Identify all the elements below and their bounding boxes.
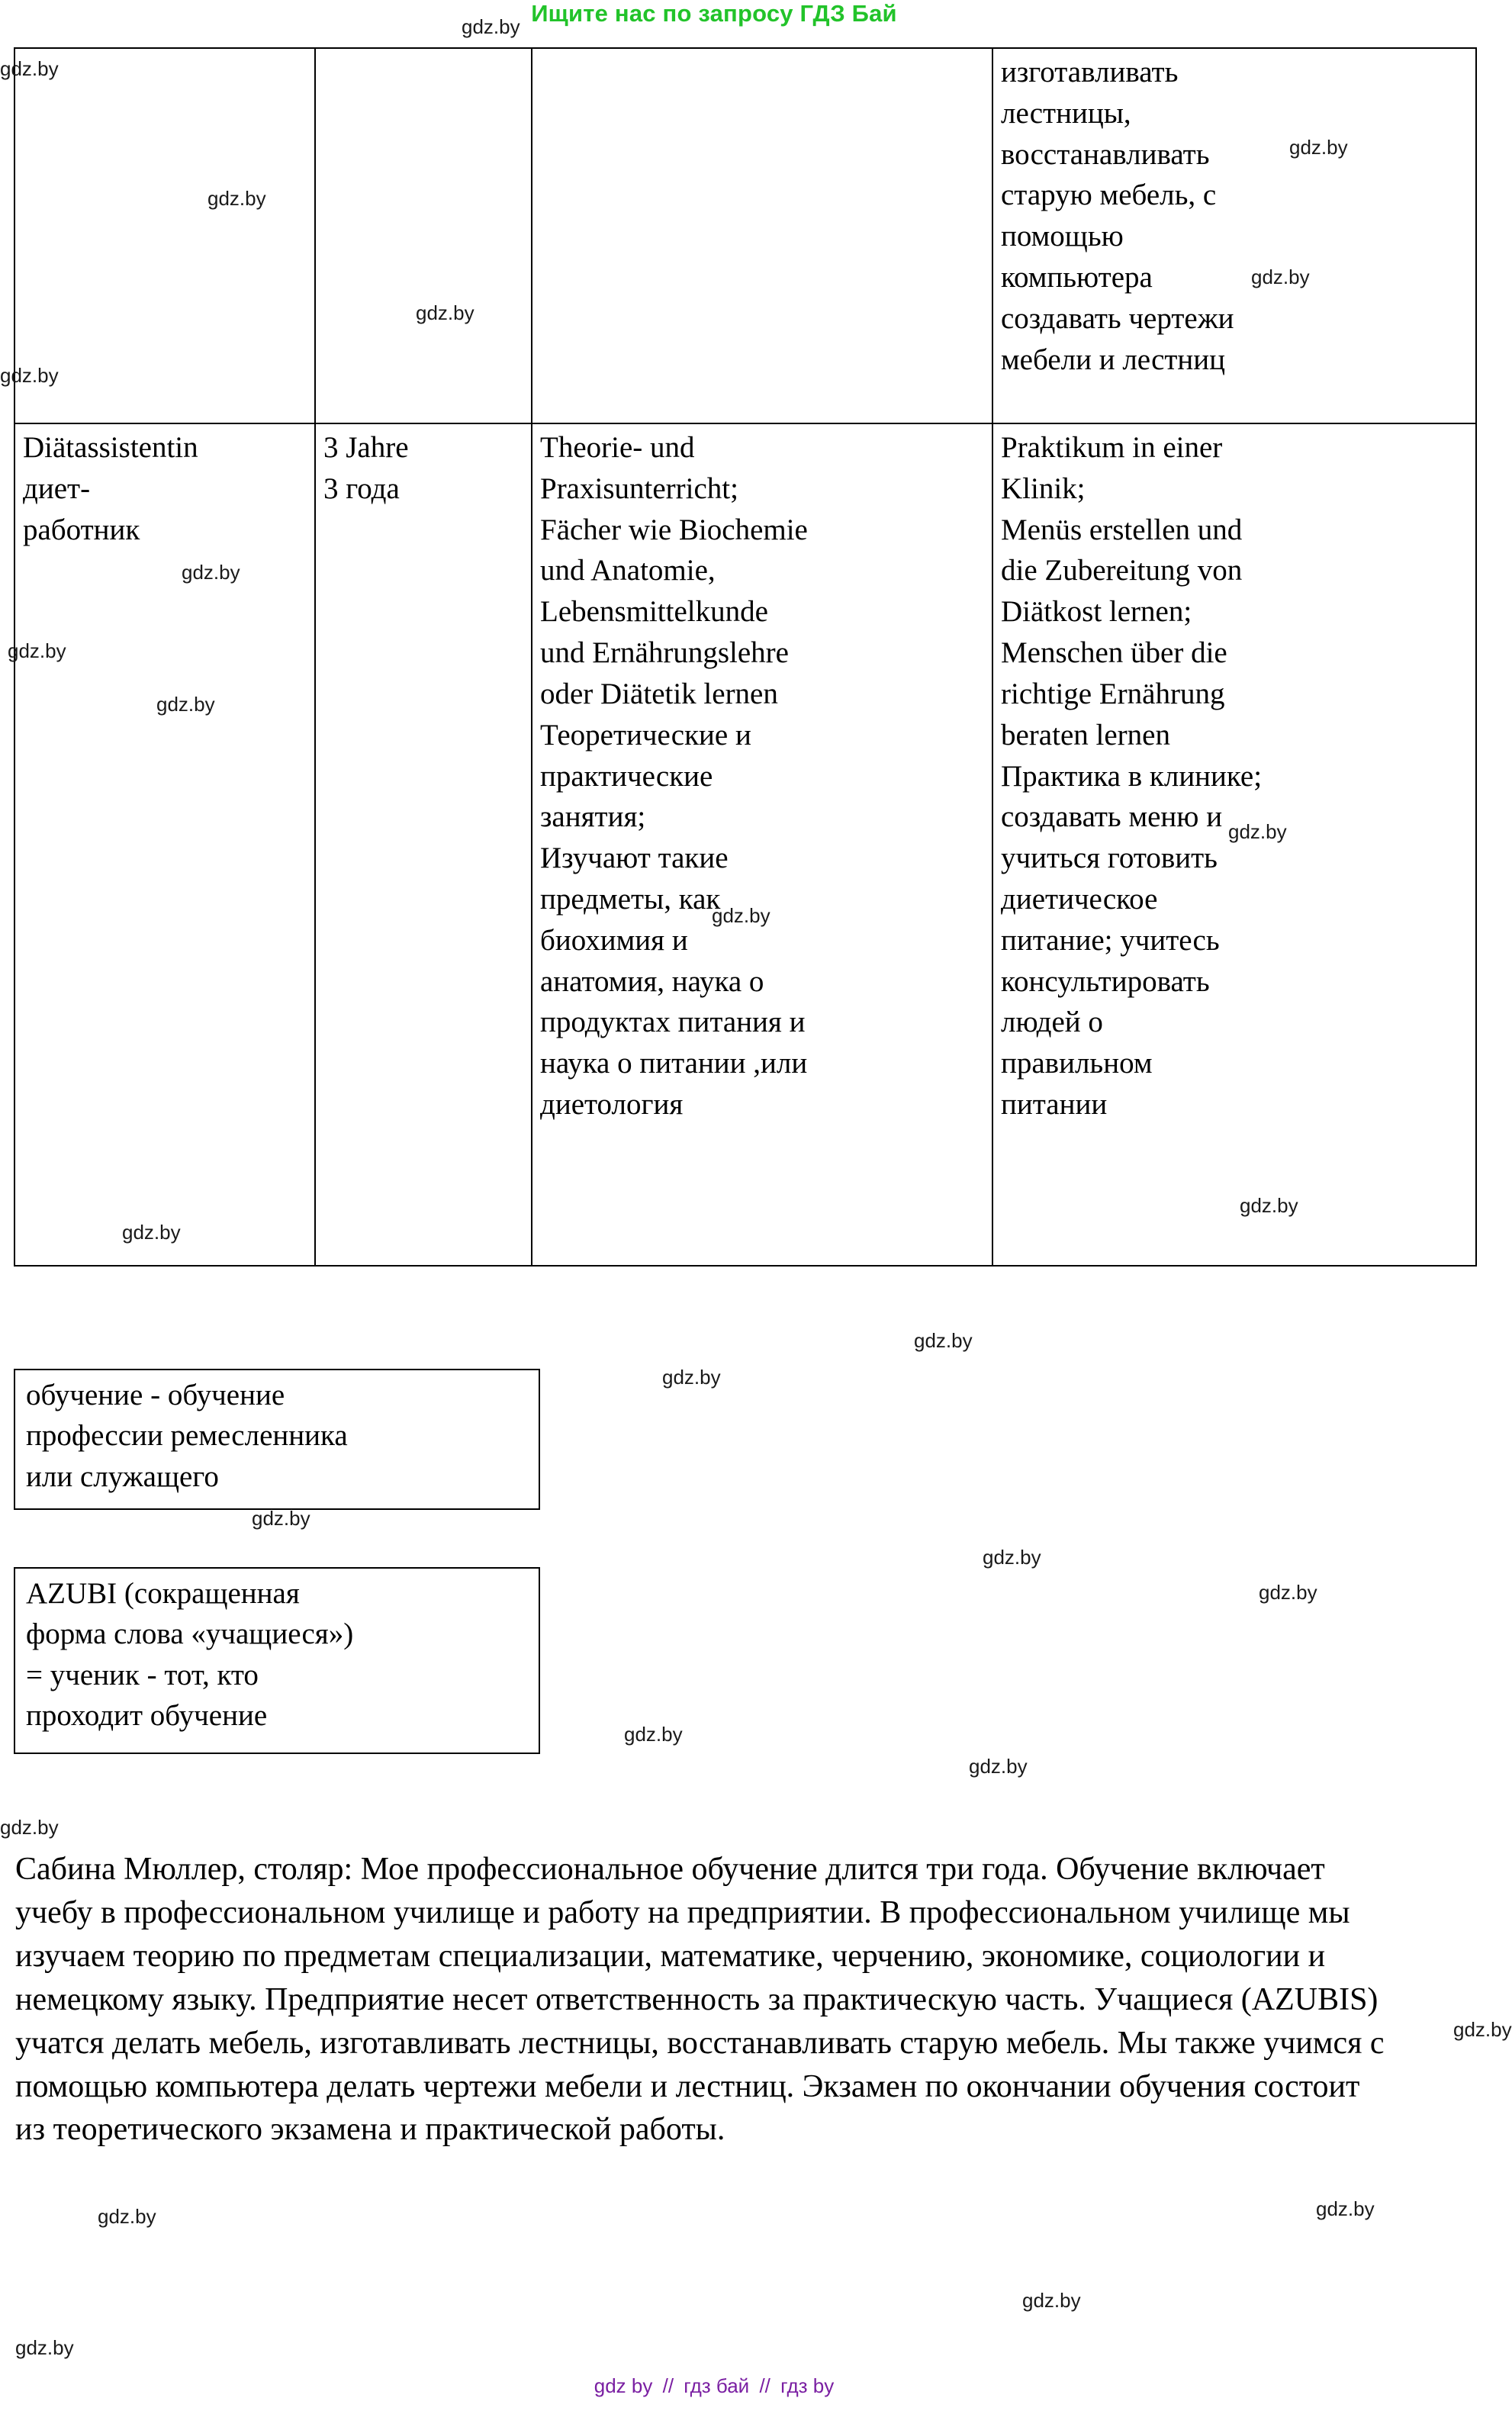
cell-text-line: работник [23, 513, 140, 546]
gdz-watermark: gdz.by [15, 2336, 74, 2359]
footer-link-gdz-by[interactable]: gdz by [594, 2374, 653, 2397]
gdz-watermark: gdz.by [1022, 2289, 1081, 2312]
gdz-watermark: gdz.by [98, 2205, 156, 2228]
gdz-watermark: gdz.by [8, 639, 66, 662]
cell-text-line: Praxisunterricht; [540, 472, 738, 505]
gdz-watermark: gdz.by [1316, 2197, 1375, 2220]
cell-text-line: питании [1001, 1088, 1108, 1121]
cell-text-line: oder Diätetik lernen [540, 677, 778, 710]
gdz-watermark: gdz.by [1240, 1194, 1298, 1217]
table-cell-profession-continued [14, 48, 315, 423]
definition-text-line: проходит обучение [26, 1699, 268, 1733]
cell-text-line: мебели и лестниц [1001, 343, 1226, 376]
cell-text-line: Практика в клинике; [1001, 759, 1263, 793]
footer-separator: // [759, 2374, 770, 2397]
cell-text-line: компьютера [1001, 261, 1153, 295]
azubi-definition-box [14, 1567, 540, 1754]
cell-text-line: помощью [1001, 220, 1124, 253]
gdz-watermark: gdz.by [983, 1546, 1041, 1569]
cell-text-line: Menüs erstellen und [1001, 513, 1243, 546]
table-cell-theory [532, 423, 992, 1266]
cell-text-line: Praktikum in einer [1001, 431, 1223, 464]
table-row [14, 48, 1476, 423]
gdz-watermark: gdz.by [914, 1329, 973, 1352]
cell-text-line: und Anatomie, [540, 554, 716, 587]
cell-text-line: питание; учитесь [1001, 923, 1220, 957]
cell-text-line: занятия; [540, 800, 646, 834]
table-cell-practice-continued [992, 48, 1476, 423]
gdz-watermark: gdz.by [1259, 1581, 1317, 1604]
cell-text-line: правильном [1001, 1047, 1153, 1080]
cell-text-line: консультировать [1001, 964, 1210, 998]
gdz-watermark: gdz.by [712, 904, 770, 927]
cell-text-line: Menschen über die [1001, 636, 1227, 670]
ausbildung-definition-box [14, 1369, 540, 1510]
gdz-watermark: gdz.by [207, 187, 266, 210]
cell-text-line: Теоретические и [540, 718, 751, 752]
cell-text-line: диет- [23, 472, 91, 505]
footer-link-gdz-by-ru[interactable]: гдз by [780, 2374, 835, 2397]
table-cell-duration-continued [315, 48, 532, 423]
definition-text-line: профессии ремесленника [26, 1419, 348, 1453]
gdz-watermark: gdz.by [156, 693, 215, 716]
cell-text-line: создавать меню и [1001, 800, 1223, 834]
definition-text-line: обучение - обучение [26, 1379, 285, 1411]
cell-text-line: создавать чертежи [1001, 301, 1234, 335]
cell-text-line: 3 года [323, 472, 400, 505]
cell-text-line: анатомия, наука о [540, 964, 764, 998]
cell-text-line: людей о [1001, 1006, 1103, 1039]
gdz-watermark: gdz.by [182, 561, 240, 584]
gdz-watermark: gdz.by [1228, 820, 1287, 843]
footer-separator: // [662, 2374, 674, 2397]
cell-text-line: richtige Ernährung [1001, 677, 1225, 710]
cell-text-line: биохимия и [540, 923, 688, 957]
cell-text-line: Theorie- und [540, 431, 695, 464]
definition-text-line: = ученик - тот, кто [26, 1658, 259, 1691]
footer-link-row [0, 2374, 1428, 2398]
cell-text-line: продуктах питания и [540, 1006, 806, 1039]
gdz-watermark: gdz.by [0, 57, 59, 80]
definition-text-line: AZUBI (сокращенная [26, 1577, 300, 1610]
cell-text-line: учиться готовить [1001, 842, 1218, 875]
gdz-watermark: gdz.by [662, 1366, 721, 1389]
cell-text-line: восстанавливать [1001, 137, 1210, 171]
cell-text-line: Diätkost lernen; [1001, 595, 1192, 629]
cell-text-line: beraten lernen [1001, 718, 1170, 752]
cell-text-line: практические [540, 759, 713, 793]
cell-text-line: предметы, как [540, 882, 721, 916]
cell-text-line: диетология [540, 1088, 684, 1121]
definition-text-line: или служащего [26, 1460, 219, 1493]
gdz-watermark: gdz.by [416, 301, 475, 324]
gdz-watermark: gdz.by [1453, 2018, 1512, 2041]
gdz-watermark: gdz.by [1251, 266, 1310, 288]
cell-text-line: старую мебель, с [1001, 179, 1217, 212]
profession-table [14, 47, 1477, 1267]
cell-text-line: 3 Jahre [323, 431, 409, 464]
table-cell-practice [992, 423, 1476, 1266]
cell-text-line: лестницы, [1001, 96, 1131, 130]
gdz-watermark: gdz.by [462, 15, 520, 38]
cell-text-line: Изучают такие [540, 842, 729, 875]
cell-text-line: Lebensmittelkunde [540, 595, 768, 629]
cell-text-line: Fächer wie Biochemie [540, 513, 808, 546]
gdz-watermark: gdz.by [624, 1723, 683, 1746]
gdz-watermark: gdz.by [122, 1221, 181, 1244]
cell-text-line: изготавливать [1001, 56, 1179, 89]
table-cell-profession [14, 423, 315, 1266]
cell-text-line: Diätassistentin [23, 431, 198, 464]
gdz-watermark: gdz.by [0, 1816, 59, 1839]
sabine-mueller-paragraph: Сабина Мюллер, столяр: Мое профессиональное обучение длится три года. Обучение включает учебу в профессиональном училище и работу на предприятии. В профессиональном училище мы изучаем теорию по предметам специализации, математике, черчению, экономике, социологии и немецкому языку. Предприятие несет ответственность за практическую часть. Учащиеся (AZUBIS) учатся делать мебель, изготавливать лестницы, восстанавливать старую мебель. Мы также учимся с помощью компьютера делать чертежи мебели и лестниц. Экзамен по окончании обучения состоит из теоретического экзамена и практической работы. [15, 1852, 1385, 2148]
table-cell-theory-continued [532, 48, 992, 423]
table-row [14, 423, 1476, 1266]
footer-link-gdz-bay[interactable]: гдз бай [684, 2374, 750, 2397]
cell-text-line: die Zubereitung von [1001, 554, 1243, 587]
cell-text-line: диетическое [1001, 882, 1158, 916]
cell-text-line: наука о питании ,или [540, 1047, 808, 1080]
gdz-watermark: gdz.by [1289, 136, 1348, 159]
site-promo-banner: Ищите нас по запросу ГДЗ Бай [531, 0, 897, 27]
cell-text-line: Klinik; [1001, 472, 1086, 505]
gdz-watermark: gdz.by [969, 1755, 1028, 1778]
gdz-watermark: gdz.by [0, 364, 59, 387]
cell-text-line: und Ernährungslehre [540, 636, 789, 670]
definition-text-line: форма слова «учащиеся») [26, 1617, 354, 1651]
gdz-watermark: gdz.by [252, 1507, 310, 1530]
table-cell-duration [315, 423, 532, 1266]
